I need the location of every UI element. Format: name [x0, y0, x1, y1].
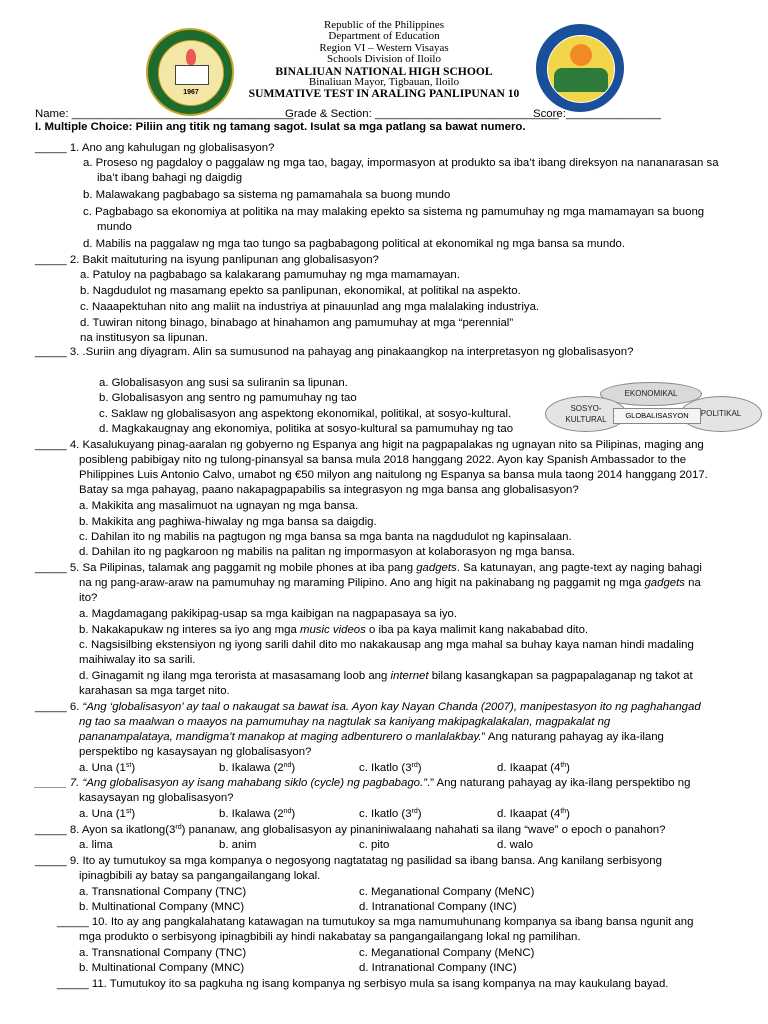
name-field[interactable]: Name: ___________________________________ — [35, 108, 294, 120]
q5b-text: b. Nakakapukaw ng interes sa iyo ang mga — [79, 624, 300, 636]
question-6-line2: ng tao sa maalwan o maayos na pamumuhay na nagtulak sa kaniyang makipagkalakalan, magpakalat ng — [79, 716, 611, 728]
school-name: BINALIUAN NATIONAL HIGH SCHOOL — [275, 64, 493, 78]
q5-gadgets: gadgets — [416, 562, 457, 574]
q8-option-a: a. lima — [79, 839, 113, 851]
question-3: _____ 3. .Suriin ang diyagram. Alin sa sumusunod na pahayag ang pinakaangkop na interpretasyon ng globalisasyon? — [35, 346, 634, 358]
q6a-text: a. Una (1 — [79, 762, 126, 774]
q6a-close: ) — [131, 762, 136, 774]
globalization-diagram — [545, 382, 763, 432]
q5-line2-gadgets: gadgets — [644, 577, 686, 589]
q5-option-d-cont: karahasan sa mga target nito. — [79, 685, 230, 697]
region-line: Region VI – Western Visayas — [319, 41, 449, 54]
q8-option-b: b. anim — [219, 839, 257, 851]
q3-option-d: d. Magkakaugnay ang ekonomiya, politika at sosyo-kultural sa pamumuhay ng tao — [99, 423, 514, 435]
q6b-text: b. Ikalawa (2 — [219, 762, 284, 774]
question-4-line2: posibleng pabibigay nito ng tulong-pinansyal sa bansa mula 2018 hanggang 2022. Ayon kay Spanish Ambassador to the — [79, 454, 687, 466]
q10-option-b: b. Multinational Company (MNC) — [79, 962, 245, 974]
q1-option-b: b. Malawakang pagbabago sa sistema ng pamamahala sa buong mundo — [83, 189, 451, 201]
school-address: Binaliuan Mayor, Tigbauan, Iloilo — [308, 76, 460, 89]
q6-option-d — [497, 762, 570, 775]
diagram-sosyo-label: SOSYO- — [570, 404, 602, 413]
q4-option-c: c. Dahilan ito ng mabilis na pagtugon ng mga bansa sa mga banta na nagdudulot ng kapinsalaan. — [79, 531, 572, 543]
deped-line: Department of Education — [328, 30, 440, 43]
test-title: SUMMATIVE TEST IN ARALING PANLIPUNAN 10 — [248, 87, 520, 101]
q7-option-a — [79, 808, 135, 821]
diagram-globalisasyon: GLOBALISASYON — [613, 408, 701, 424]
q5-option-c-cont: maihiwalay ito sa sarili. — [79, 654, 196, 666]
question-1: _____ 1. Ano ang kahulugan ng globalisasyon? — [35, 142, 275, 154]
instruction: I. Multiple Choice: Piliin ang titik ng tamang sagot. Isulat sa mga patlang sa bawat numero. — [35, 121, 526, 133]
sun-icon — [570, 44, 592, 66]
q5-line2-end: na — [685, 577, 701, 589]
q7b-text: b. Ikalawa (2 — [219, 808, 284, 820]
q7a-text: a. Una (1 — [79, 808, 126, 820]
question-5-line3: ito? — [79, 592, 98, 604]
q1-option-c: c. Pagbabago sa ekonomiya at politika na may malaking epekto sa sistema ng pamumuhay ng mga mamamayan sa buong — [83, 206, 705, 218]
q8-sup: rd — [175, 824, 182, 831]
q5-option-c: c. Nagsisilbing ekstensiyon ng iyong sarili dahil dito mo nakakausap ang mga mahal sa buhay kaya naman hindi madaling — [79, 639, 694, 651]
deped-seal-icon — [536, 24, 624, 112]
q5-option-a: a. Magdamagang pakikipag-usap sa mga kaibigan na nagpapasaya sa iyo. — [79, 608, 458, 620]
diagram-ekonomikal: EKONOMIKAL — [600, 382, 702, 406]
q8-option-c: c. pito — [359, 839, 390, 851]
score-field[interactable]: Score:_______________ — [533, 108, 661, 120]
q3-option-a: a. Globalisasyon ang susi sa suliranin sa lipunan. — [99, 377, 348, 389]
q9-option-b: b. Multinational Company (MNC) — [79, 901, 245, 913]
q5d-text: d. Ginagamit ng ilang mga terorista at masasamang loob ang — [79, 670, 391, 682]
q8-option-d: d. walo — [497, 839, 534, 851]
question-7-line2: kasaysayan ng globalisasyon? — [79, 792, 234, 804]
q1-option-d: d. Mabilis na paggalaw ng mga tao tungo sa pagbabagong political at ekonomikal ng mga bansa sa mundo. — [83, 238, 626, 250]
question-5 — [35, 562, 702, 575]
q2-option-d: d. Tuwiran nitong binago, binabago at hinahamon ang pamumuhay at mga “perennial” — [80, 317, 514, 329]
q6-question: ” Ang naturang pahayag ay ika-ilang — [481, 731, 664, 743]
q7d-sup: th — [560, 808, 567, 815]
q5-option-d — [79, 670, 693, 683]
q6a-sup: st — [125, 762, 132, 769]
q7c-text: c. Ikatlo (3 — [359, 808, 412, 820]
q5-option-b — [79, 624, 588, 637]
question-4: _____ 4. Kasalukuyang pinag-aaralan ng gobyerno ng Espanya ang higit na pagpapalakas ng ugnayan nito sa Pilipinas, maging ang — [35, 439, 704, 451]
q6-option-b — [219, 762, 295, 775]
question-4-line4: Batay sa mga pahayag, paano nakapagpapabilis sa integrasyon ng mga bansa ang globalisasyon? — [79, 484, 579, 496]
q5b-music: music videos — [299, 624, 366, 636]
grade-section-field[interactable]: Grade & Section: _____________________________ — [285, 108, 559, 120]
school-seal-icon — [146, 28, 234, 116]
q8-text: _____ 8. Ayon sa ikatlong(3 — [35, 824, 176, 836]
q5-text-cont: . Sa katunayan, ang pagte-text ay naging bahagi — [456, 562, 702, 574]
q7-number: _____ 7. — [35, 777, 83, 789]
q7-option-c — [359, 808, 422, 821]
q6b-sup: nd — [283, 762, 292, 769]
q5d-internet: internet — [390, 670, 429, 682]
q6d-close: ) — [566, 762, 570, 774]
question-11: _____ 11. Tumutukoy ito sa pagkuha ng isang kompanya ng serbisyo mula sa isang kompanya na may kaukulang bayad. — [57, 978, 669, 990]
question-10: _____ 10. Ito ay ang pangkalahatang katawagan na tumutukoy sa mga namumuhunang kompanya sa ibang bansa ngunit ang — [57, 916, 694, 928]
diagram-politikal: POLITIKAL — [680, 396, 762, 432]
q6c-text: c. Ikatlo (3 — [359, 762, 412, 774]
q7d-close: ) — [566, 808, 570, 820]
torch-icon — [186, 49, 196, 65]
q9-option-a: a. Transnational Company (TNC) — [79, 886, 247, 898]
q7a-close: ) — [131, 808, 136, 820]
question-10-line2: mga produkto o serbisyong ipinagbibili ay hindi nakabatay sa pangangailangang lokal ng pamilihan. — [79, 931, 581, 943]
q7d-text: d. Ikaapat (4 — [497, 808, 561, 820]
q1-option-c-cont: mundo — [97, 221, 132, 233]
q9-option-c: c. Meganational Company (MeNC) — [359, 886, 535, 898]
q7b-close: ) — [291, 808, 296, 820]
q1-option-a: a. Proseso ng pagdaloy o paggalaw ng mga tao, bagay, impormasyon at produkto sa iba’t ibang direksyon na nananarasan sa — [83, 157, 719, 169]
q5b-end: o iba pa kaya malimit kang nakababad dito. — [365, 624, 589, 636]
q7c-sup: rd — [411, 808, 418, 815]
q1-option-a-cont: iba’t ibang bahagi ng daigdig — [97, 172, 243, 184]
question-5-line2 — [79, 577, 701, 590]
q7-quote: “Ang globalisasyon ay isang mahabang siklo (cycle) ng pagbabago.” — [82, 777, 427, 789]
q10-option-d: d. Intranational Company (INC) — [359, 962, 517, 974]
diagram-kultural-label: KULTURAL — [565, 415, 607, 424]
q6-number: _____ 6. — [35, 701, 83, 713]
q2-option-d-cont: na institusyon sa lipunan. — [80, 332, 208, 344]
book-icon — [175, 65, 209, 85]
question-6 — [35, 701, 701, 714]
q6-option-a — [79, 762, 135, 775]
q3-option-b: b. Globalisasyon ang sentro ng pamumuhay ng tao — [99, 392, 357, 404]
seal-year: 1967 — [183, 89, 199, 96]
republic-line: Republic of the Philippines — [323, 19, 445, 31]
q6d-sup: th — [560, 762, 567, 769]
q6-quote-end: pananampalataya, mandigma’t manakop at maging adbenturero o manlalakbay. — [79, 731, 482, 743]
question-9-line2: ipinagbibili ay batay sa pangangailangang lokal. — [79, 870, 321, 882]
division-line: Schools Division of Iloilo — [327, 53, 441, 66]
q4-option-a: a. Makikita ang masalimuot na ugnayan ng mga bansa. — [79, 500, 359, 512]
q7-question: .” Ang naturang pahayag ay ika-ilang perspektibo ng — [426, 777, 691, 789]
q6c-close: ) — [417, 762, 422, 774]
q5-text: _____ 5. Sa Pilipinas, talamak ang paggamit ng mobile phones at iba pang — [35, 562, 417, 574]
q2-option-c: c. Naaapektuhan nito ang maliit na industriya at pinauunlad ang mga malalaking industriya. — [80, 301, 540, 313]
family-icon — [554, 68, 608, 92]
q8-text-cont: ) pananaw, ang globalisasyon ay pinaniniwalaang nahahati sa ilang “wave” o epoch o panahon? — [181, 824, 666, 836]
q6-option-c — [359, 762, 422, 775]
q6d-text: d. Ikaapat (4 — [497, 762, 561, 774]
q7-option-b — [219, 808, 295, 821]
question-6-line3 — [79, 731, 664, 744]
q7b-sup: nd — [283, 808, 292, 815]
document-header — [0, 20, 768, 100]
q5d-end: bilang kasangkapan sa pagpapalaganap ng takot at — [428, 670, 693, 682]
question-2: _____ 2. Bakit maituturing na isyung panlipunan ang globalisasyon? — [35, 254, 379, 266]
q5-line2-text: na ng pang-araw-araw na pamumuhay ng maraming Pilipino. Ano ang higit na pakinabang ng paggamit ng mga — [79, 577, 645, 589]
q10-option-a: a. Transnational Company (TNC) — [79, 947, 247, 959]
q9-option-d: d. Intranational Company (INC) — [359, 901, 517, 913]
q6b-close: ) — [291, 762, 296, 774]
question-4-line3: Philippines Luis Antonio Calvo, umabot ng €50 milyon ang naitulong ng Espanya sa bansa mula taong 2014 hanggang 2017. — [79, 469, 708, 481]
question-9: _____ 9. Ito ay tumutukoy sa mga kompanya o negosyong nagtatatag ng pasilidad sa ibang bansa. Ang kanilang serbisyong — [35, 855, 662, 867]
q4-option-d: d. Dahilan ito ng pagkaroon ng mabilis na palitan ng impormasyon at kolaborasyon ng mga bansa. — [79, 546, 575, 558]
q7-option-d — [497, 808, 570, 821]
q6c-sup: rd — [411, 762, 418, 769]
q2-option-b: b. Nagdudulot ng masamang epekto sa panlipunan, ekonomikal, at politikal na aspekto. — [80, 285, 521, 297]
q4-option-b: b. Makikita ang paghiwa-hiwalay ng mga bansa sa daigdig. — [79, 516, 377, 528]
q7c-close: ) — [417, 808, 422, 820]
q10-option-c: c. Meganational Company (MeNC) — [359, 947, 535, 959]
q3-option-c: c. Saklaw ng globalisasyon ang aspektong ekonomikal, politikal, at sosyo-kultural. — [99, 408, 512, 420]
q7a-sup: st — [125, 808, 132, 815]
question-6-line4: perspektibo ng kasaysayan ng globalisasyon? — [79, 746, 312, 758]
q6-quote: “Ang ‘globalisasyon’ ay taal o nakaugat sa bawat isa. Ayon kay Nayan Chanda (2007), manipestasyon ito ng paghahangad — [82, 701, 701, 713]
question-8 — [35, 824, 665, 837]
question-7 — [35, 777, 690, 790]
q2-option-a: a. Patuloy na pagbabago sa kalakarang pamumuhay ng mga mamamayan. — [80, 269, 460, 281]
